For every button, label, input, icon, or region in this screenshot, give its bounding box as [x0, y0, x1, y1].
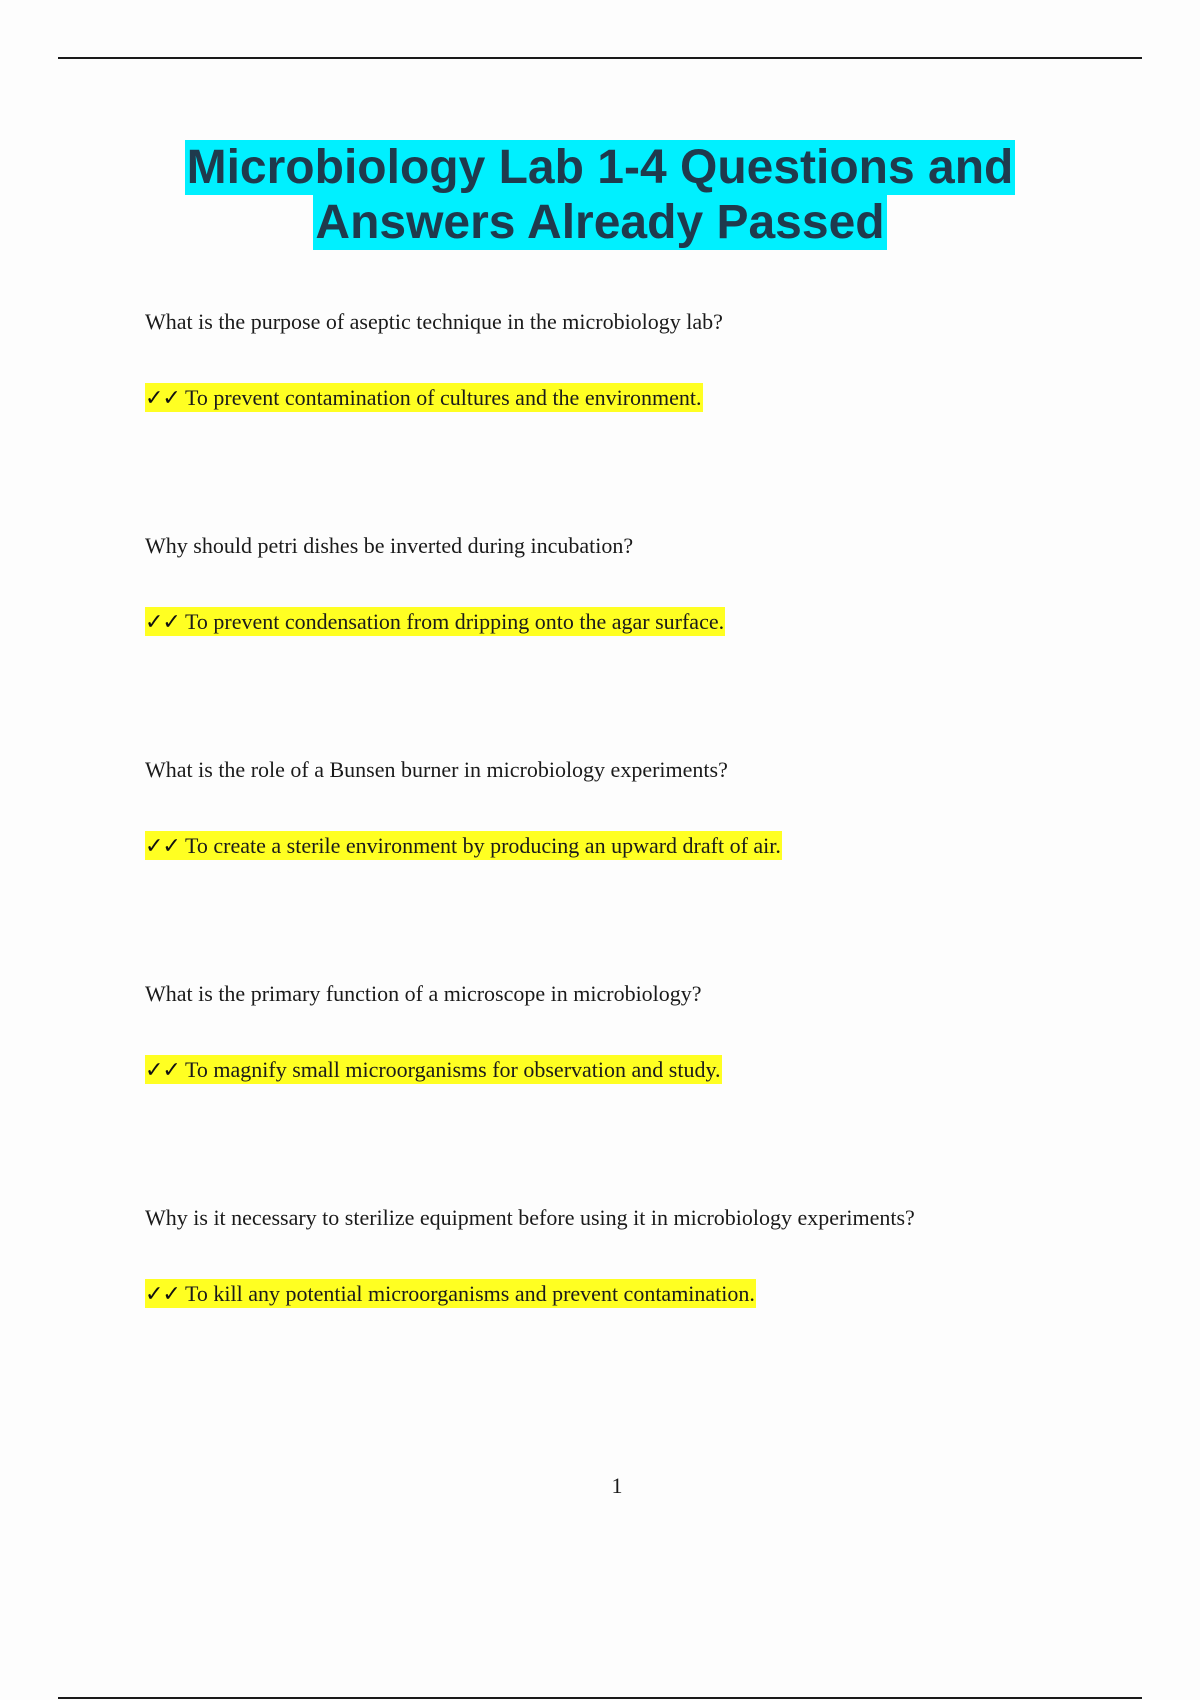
- question-text: What is the primary function of a microscope in microbiology?: [145, 981, 702, 1006]
- answer-text: To prevent condensation from dripping onto the agar surface.: [184, 609, 725, 634]
- answer-highlight: [145, 831, 782, 860]
- page-number: 1: [611, 1473, 623, 1498]
- double-check-icon: ✓✓: [145, 1282, 180, 1307]
- document-title: [58, 140, 1142, 250]
- bottom-rule: [58, 1697, 1142, 1699]
- answer: [145, 608, 1105, 637]
- qa-item: [145, 980, 1105, 1204]
- answer-text: To prevent contamination of cultures and the environment.: [184, 385, 702, 410]
- answer-text: To magnify small microorganisms for observation and study.: [184, 1057, 721, 1082]
- double-check-icon: ✓✓: [145, 1058, 180, 1083]
- answer-highlight: [145, 383, 703, 412]
- qa-list: [145, 308, 1105, 1428]
- question-text: What is the role of a Bunsen burner in microbiology experiments?: [145, 757, 728, 782]
- question-text: What is the purpose of aseptic technique in the microbiology lab?: [145, 309, 723, 334]
- double-check-icon: ✓✓: [145, 386, 180, 411]
- answer-highlight: [145, 1055, 722, 1084]
- qa-item: [145, 756, 1105, 980]
- qa-item: [145, 308, 1105, 532]
- answer-text: To kill any potential microorganisms and prevent contamination.: [184, 1281, 755, 1306]
- answer-text: To create a sterile environment by producing an upward draft of air.: [184, 833, 781, 858]
- double-check-icon: ✓✓: [145, 834, 180, 859]
- answer: [145, 1280, 1105, 1309]
- answer-highlight: [145, 1279, 756, 1308]
- answer-highlight: [145, 607, 725, 636]
- question-text: Why is it necessary to sterilize equipment before using it in microbiology experiments?: [145, 1205, 915, 1230]
- title-line-2: Answers Already Passed: [315, 196, 885, 249]
- answer: [145, 1056, 1105, 1085]
- title-line-1: Microbiology Lab 1-4 Questions and: [186, 141, 1014, 194]
- double-check-icon: ✓✓: [145, 610, 180, 635]
- qa-item: [145, 1204, 1105, 1428]
- top-rule: [58, 57, 1142, 59]
- qa-item: [145, 532, 1105, 756]
- question-text: Why should petri dishes be inverted during incubation?: [145, 533, 634, 558]
- answer: [145, 384, 1105, 413]
- answer: [145, 832, 1105, 861]
